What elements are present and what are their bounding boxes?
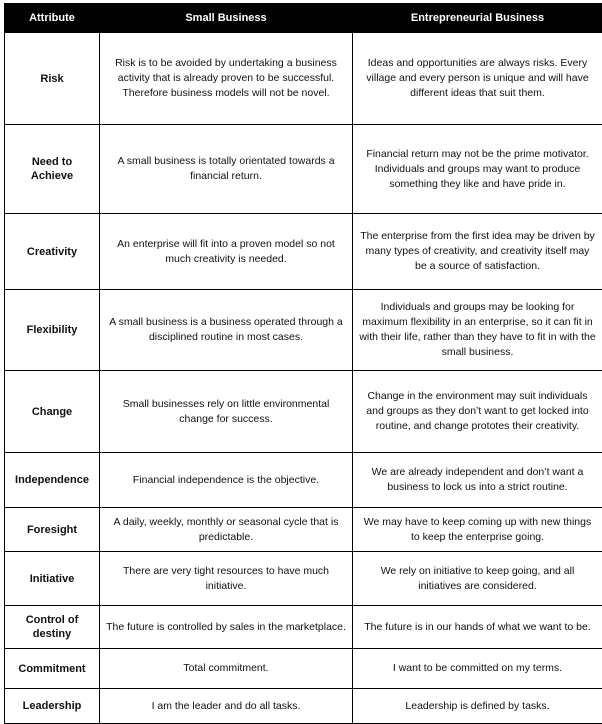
small-business-cell: Total commitment. [100, 649, 353, 689]
table-row [5, 606, 602, 649]
small-business-cell: I am the leader and do all tasks. [100, 689, 353, 724]
small-business-cell: The future is controlled by sales in the marketplace. [100, 606, 353, 649]
table-row [5, 508, 602, 552]
table-row [5, 125, 602, 214]
attribute-cell: Control of destiny [5, 606, 100, 649]
entrepreneurial-cell: I want to be committed on my terms. [353, 649, 602, 689]
attribute-cell: Flexibility [5, 290, 100, 371]
table-row [5, 290, 602, 371]
attribute-cell: Foresight [5, 508, 100, 552]
attribute-cell: Independence [5, 453, 100, 508]
small-business-cell: There are very tight resources to have much initiative. [100, 552, 353, 606]
attribute-cell: Leadership [5, 689, 100, 724]
entrepreneurial-cell: Ideas and opportunities are always risks. Every village and every person is unique and will have different ideas that suit them. [353, 33, 602, 125]
small-business-cell: Financial independence is the objective. [100, 453, 353, 508]
small-business-cell: A small business is totally orientated towards a financial return. [100, 125, 353, 214]
header-small-business: Small Business [100, 4, 353, 33]
small-business-cell: A small business is a business operated through a disciplined routine in most cases. [100, 290, 353, 371]
header-row [5, 4, 602, 33]
entrepreneurial-cell: Individuals and groups may be looking for maximum flexibility in an enterprise, so it can fit in with their life, rather than they have to fit in with the small business. [353, 290, 602, 371]
attribute-cell: Risk [5, 33, 100, 125]
header-attribute: Attribute [5, 4, 100, 33]
attribute-cell: Initiative [5, 552, 100, 606]
attribute-cell: Need to Achieve [5, 125, 100, 214]
entrepreneurial-cell: The enterprise from the first idea may be driven by many types of creativity, and creativity itself may be a source of satisfaction. [353, 214, 602, 290]
comparison-table-container [4, 3, 602, 724]
small-business-cell: An enterprise will fit into a proven model so not much creativity is needed. [100, 214, 353, 290]
entrepreneurial-cell: The future is in our hands of what we want to be. [353, 606, 602, 649]
table-row [5, 214, 602, 290]
entrepreneurial-cell: Change in the environment may suit individuals and groups as they don’t want to get locked into routine, and change prototes their creativity. [353, 371, 602, 453]
table-row [5, 649, 602, 689]
small-business-cell: Small businesses rely on little environmental change for success. [100, 371, 353, 453]
attribute-cell: Change [5, 371, 100, 453]
entrepreneurial-cell: Leadership is defined by tasks. [353, 689, 602, 724]
small-business-cell: A daily, weekly, monthly or seasonal cycle that is predictable. [100, 508, 353, 552]
table-row [5, 33, 602, 125]
entrepreneurial-cell: Financial return may not be the prime motivator. Individuals and groups may want to produce something they like and have pride in. [353, 125, 602, 214]
table-row [5, 552, 602, 606]
table-row [5, 371, 602, 453]
entrepreneurial-cell: We may have to keep coming up with new things to keep the enterprise going. [353, 508, 602, 552]
entrepreneurial-cell: We rely on initiative to keep going, and all initiatives are considered. [353, 552, 602, 606]
attribute-cell: Commitment [5, 649, 100, 689]
table-row [5, 453, 602, 508]
comparison-table [4, 3, 602, 724]
small-business-cell: Risk is to be avoided by undertaking a business activity that is already proven to be successful. Therefore business models will not be novel. [100, 33, 353, 125]
header-entrepreneurial-business: Entrepreneurial Business [353, 4, 602, 33]
table-row [5, 689, 602, 724]
entrepreneurial-cell: We are already independent and don’t want a business to lock us into a strict routine. [353, 453, 602, 508]
attribute-cell: Creativity [5, 214, 100, 290]
